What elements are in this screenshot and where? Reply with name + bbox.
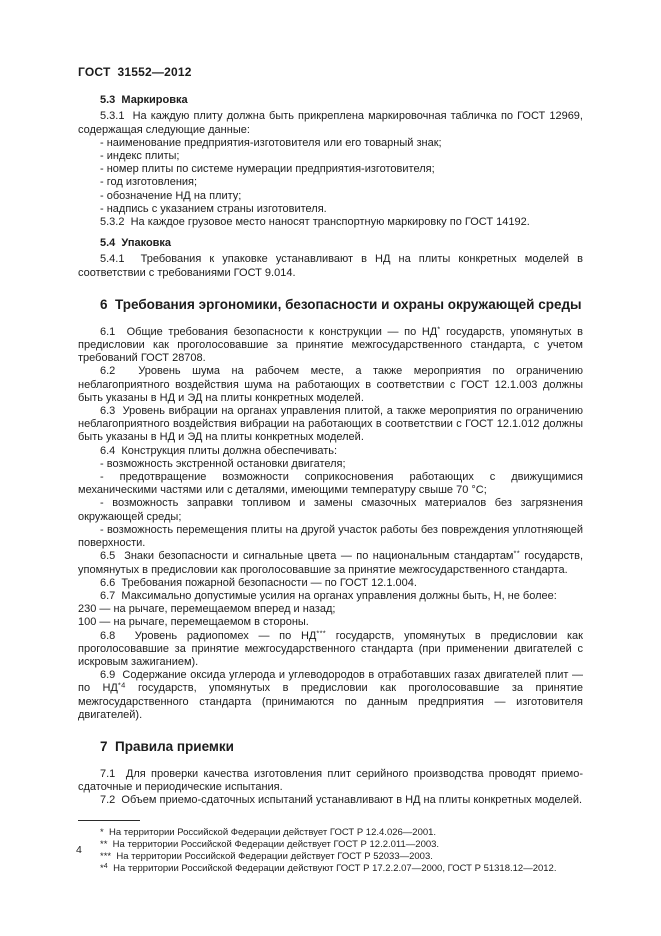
para-6-1-text-cont: государств, упомянутых в предисловии как проголосовавшие за принятие межгосударственного стандарта, с учетом требований ГОСТ 28708. — [78, 325, 583, 365]
footnote-2 — [78, 839, 583, 851]
footnote-4 — [78, 863, 583, 875]
footnote-3-marker: *** — [100, 850, 112, 862]
para-6-9-text-cont: государств, упомянутых в предисловии как проголосовавшие за принятие межгосударственного стандарта (принимаются по данным предприятия — изготовителя двигателей). — [78, 682, 583, 721]
para-6-6: 6.6 Требования пожарной безопасности — по ГОСТ 12.1.004. — [100, 576, 417, 589]
list-item-nd: - обозначение НД на плиту; — [100, 189, 242, 202]
para-6-5-text-cont: государств, упомянутых в предисловии как проголосовавшие за принятие межгосударственного стандарта. — [78, 550, 584, 576]
para-6-9-text: 6.9 Содержание оксида углерода и углеводородов в отработавших газах двигателей плит — по НД — [78, 669, 583, 695]
para-5-3-2: 5.3.2 На каждое грузовое место наносят транспортную маркировку по ГОСТ 14192. — [100, 216, 530, 229]
footnote-3-text: На территории Российской Федерации действует ГОСТ Р 52033—2003. — [111, 850, 433, 862]
footnote-ref-1: * — [437, 324, 441, 334]
footnote-ref-3: *** — [316, 628, 327, 638]
list-item-refueling: - возможность заправки топливом и замены смазочных материалов без загрязнения окружающей среды; — [78, 497, 583, 523]
para-6-2: 6.2 Уровень шума на рабочем месте, а также мероприятия по ограничению неблагоприятного воздействия шума на работающих в соответствии с ГОСТ 12.1.003 должны быть указаны в НД и ЭД на плиты конкретных моделей. — [78, 365, 583, 404]
para-7-2: 7.2 Объем приемо-сдаточных испытаний устанавливают в НД на плиты конкретных моделей. — [100, 794, 583, 807]
footnote-4-marker: * — [100, 863, 104, 875]
footnote-1 — [78, 827, 583, 839]
doc-number: ГОСТ 31552—2012 — [78, 65, 192, 79]
list-item-year: - год изготовления; — [100, 176, 198, 189]
list-item-relocation: - возможность перемещения плиты на другой участок работы без повреждения уплотняющей поверхности. — [78, 523, 583, 550]
footnote-divider — [78, 820, 140, 821]
footnote-2-text: На территории Российской Федерации действует ГОСТ Р 12.2.011—2003. — [107, 838, 440, 850]
para-6-9 — [78, 669, 583, 722]
list-item-engine-stop: - возможность экстренной остановки двигателя; — [100, 457, 346, 470]
para-6-5-text: 6.5 Знаки безопасности и сигнальные цвета — по национальным стандартам — [100, 550, 514, 563]
list-item-country: - надпись с указанием страны изготовителя. — [100, 202, 327, 215]
footnote-1-marker: * — [100, 826, 104, 838]
para-6-1-text: 6.1 Общие требования безопасности к конструкции — по НД — [100, 325, 438, 338]
footnote-2-marker: ** — [100, 838, 108, 850]
list-item-index: - индекс плиты; — [100, 150, 180, 163]
para-5-4-1: 5.4.1 Требования к упаковке устанавливают в НД на плиты конкретных моделей в соответствии с требованиями ГОСТ 9.014. — [78, 253, 583, 279]
footnote-4-marker-sup: 4 — [103, 863, 108, 871]
list-item-number: - номер плиты по системе нумерации предприятия-изготовителя; — [100, 163, 435, 176]
list-item-moving-parts: - предотвращение возможности соприкосновения работающих с движущимися механическими частями или с деталями, имеющими температуру свыше 70 °С; — [78, 471, 583, 497]
footnote-1-text: На территории Российской Федерации действует ГОСТ Р 12.4.026—2001. — [103, 826, 437, 838]
para-7-1: 7.1 Для проверки качества изготовления плит серийного производства проводят приемо-сдаточные и периодические испытания. — [78, 767, 583, 794]
footnote-4-text: На территории Российской Федерации действуют ГОСТ Р 17.2.2.07—2000, ГОСТ Р 51318.12—2012. — [107, 863, 557, 875]
para-6-7-value-100: 100 — на рычаге, перемещаемом в стороны. — [78, 616, 309, 629]
footnote-ref-2: ** — [513, 548, 520, 558]
footnotes-block — [78, 820, 583, 876]
heading-7: 7 Правила приемки — [100, 738, 234, 754]
para-6-8 — [78, 630, 583, 670]
para-6-8-text: 6.8 Уровень радиопомех — по НД — [100, 629, 317, 642]
para-6-4: 6.4 Конструкция плиты должна обеспечивать: — [100, 444, 338, 457]
para-6-7-value-230: 230 — на рычаге, перемещаемом вперед и назад; — [78, 603, 336, 616]
para-6-3: 6.3 Уровень вибрации на органах управления плитой, а также мероприятия по ограничению неблагоприятного воздействия вибрации на работающих в соответствии с ГОСТ 12.1.012 должны быть указаны в НД и ЭД на плиты конкретных моделей. — [78, 405, 583, 444]
para-6-5 — [78, 550, 583, 576]
footnote-ref-4: *4 — [117, 680, 126, 690]
para-6-1 — [78, 326, 583, 366]
list-item-manufacturer: - наименование предприятия-изготовителя или его товарный знак; — [100, 136, 442, 149]
page-number: 4 — [76, 844, 82, 856]
para-6-7: 6.7 Максимально допустимые усилия на органах управления должны быть, Н, не более: — [100, 589, 557, 602]
heading-6: 6 Требования эргономики, безопасности и охраны окружающей среды — [100, 296, 582, 312]
heading-5-3: 5.3 Маркировка — [100, 94, 188, 107]
heading-5-4: 5.4 Упаковка — [100, 237, 172, 250]
para-5-3-1: 5.3.1 На каждую плиту должна быть прикреплена маркировочная табличка по ГОСТ 12969, содержащая следующие данные: — [78, 110, 583, 136]
para-6-8-text-cont: государств, упомянутых в предисловии как проголосовавшие за принятие межгосударственного стандарта (при применении двигателей с искровым зажиганием). — [78, 629, 583, 668]
footnote-3 — [78, 851, 583, 863]
